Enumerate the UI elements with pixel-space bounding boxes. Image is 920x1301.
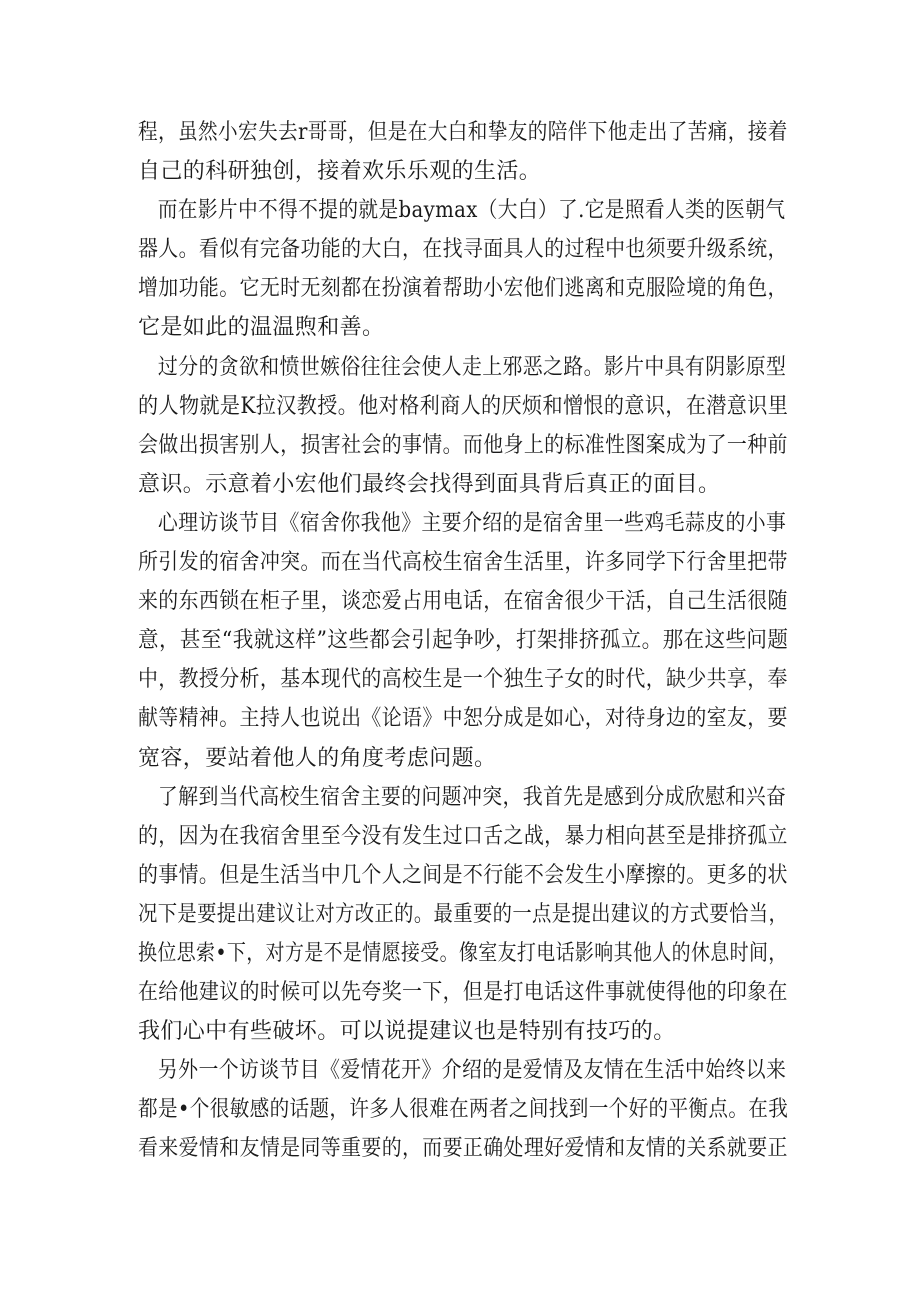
text-line: 来的东西锁在柜子里，谈恋爱占用电话，在宿舍很少干活，自己生活很随 xyxy=(138,589,788,615)
text-line: 的人物就是K拉汉教授。他对格利商人的厌烦和憎恨的意识，在潜意识里 xyxy=(138,393,789,419)
text-line: 献等精神。主持人也说出《论语》中恕分成是如心，对待身边的室友，要 xyxy=(138,706,788,732)
text-line: 在给他建议的时候可以先夸奖一下，但是打电话这件事就使得他的印象在 xyxy=(138,980,788,1006)
text-line: 而在影片中不得不提的就是baymax（大白）了.它是照看人类的医朝气 xyxy=(157,198,786,224)
text-line: 会做出损害别人，损害社会的事情。而他身上的标准性图案成为了一种前 xyxy=(138,432,788,458)
text-line: 自己的科研独创，接着欢乐乐观的生活。 xyxy=(138,159,542,185)
text-line: 意识。示意着小宏他们最终会找得到面具背后真正的面目。 xyxy=(138,471,721,497)
text-line: 的，因为在我宿舍里至今没有发生过口舌之战，暴力相向甚至是排挤孤立 xyxy=(138,823,788,849)
text-line: 它是如此的温温煦和善。 xyxy=(138,315,385,341)
text-line: 意，甚至“我就这样”这些都会引起争吵，打架排挤孤立。那在这些问题 xyxy=(138,628,789,654)
text-line: 看来爱情和友情是同等重要的，而要正确处理好爱情和友情的关系就要正 xyxy=(138,1136,788,1162)
text-line: 程，虽然小宏失去r哥哥，但是在大白和挚友的陪伴下他走出了苦痛，接着 xyxy=(138,120,788,145)
text-line: 器人。看似有完备功能的大白，在找寻面具人的过程中也须要升级系统， xyxy=(138,237,788,263)
text-line: 的事情。但是生活当中几个人之间是不行能不会发生小摩擦的。更多的状 xyxy=(138,862,788,888)
text-line: 中，教授分析，基本现代的高校生是一个独生子女的时代，缺少共享，奉 xyxy=(138,667,788,693)
text-line: 换位思索•下，对方是不是情愿接受。像室友打电话影响其他人的休息时间， xyxy=(138,940,788,966)
text-line: 增加功能。它无时无刻都在扮演着帮助小宏他们逃离和克服险境的角色， xyxy=(138,276,788,302)
text-line: 心理访谈节目《宿舍你我他》主要介绍的是宿舍里一些鸡毛蒜皮的小事 xyxy=(157,510,787,536)
text-line: 了解到当代高校生宿舍主要的问题冲突，我首先是感到分成欣慰和兴奋 xyxy=(157,784,787,810)
body-text xyxy=(138,113,788,1169)
text-line: 都是•个很敏感的话题，许多人很难在两者之间找到一个好的平衡点。在我 xyxy=(138,1097,789,1123)
text-line: 过分的贪欲和愤世嫉俗往往会使人走上邪恶之路。影片中具有阴影原型 xyxy=(157,354,787,380)
text-line: 我们心中有些破坏。可以说提建议也是特别有技巧的。 xyxy=(138,1019,676,1045)
text-line: 另外一个访谈节目《爱情花开》介绍的是爱情及友情在生活中始终以来 xyxy=(157,1058,787,1084)
text-line: 况下是要提出建议让对方改正的。最重要的一点是提出建议的方式要恰当， xyxy=(138,901,789,927)
text-line: 所引发的宿舍冲突。而在当代高校生宿舍生活里，许多同学下行舍里把带 xyxy=(138,550,788,576)
text-line: 宽容，要站着他人的角度考虑问题。 xyxy=(138,745,497,771)
